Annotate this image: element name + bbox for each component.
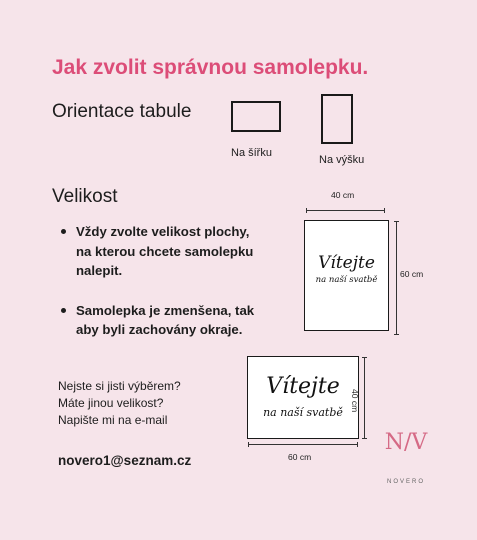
- dimension-tick: [362, 357, 367, 358]
- size-heading: Velikost: [52, 186, 118, 207]
- sign-subtitle: na naší svatbě: [263, 406, 343, 419]
- landscape-orientation-label: Na šířku: [231, 147, 272, 159]
- contact-email-link[interactable]: novero1@seznam.cz: [58, 453, 192, 468]
- portrait-width-dimension-line: [306, 210, 385, 211]
- dimension-tick: [394, 221, 399, 222]
- portrait-orientation-icon: [321, 94, 353, 144]
- landscape-width-dimension-line: [248, 444, 358, 445]
- dimension-tick: [384, 208, 385, 213]
- list-item: Samolepka je zmenšena, tak aby byli zachovány okraje.: [58, 301, 268, 340]
- landscape-height-label: 40 cm: [350, 389, 360, 413]
- dimension-tick: [306, 208, 307, 213]
- logo-name: NOVERO: [386, 479, 425, 485]
- size-tips-list: [58, 222, 268, 360]
- portrait-height-dimension-line: [396, 221, 397, 335]
- portrait-height-label: 60 cm: [400, 269, 424, 279]
- list-item: Vždy zvolte velikost plochy, na kterou chcete samolepku nalepit.: [58, 222, 268, 281]
- sign-greeting: Vítejte: [318, 253, 375, 273]
- page-title: Jak zvolit správnou samolepku.: [52, 56, 369, 79]
- sign-greeting: Vítejte: [266, 374, 340, 399]
- contact-text: [58, 378, 181, 429]
- logo-monogram: N/V: [384, 430, 428, 455]
- novero-logo: [383, 430, 429, 488]
- orientation-heading: Orientace tabule: [52, 101, 192, 122]
- contact-line: Nejste si jisti výběrem?: [58, 379, 181, 393]
- dimension-tick: [362, 438, 367, 439]
- dimension-tick: [394, 334, 399, 335]
- contact-line: Máte jinou velikost?: [58, 396, 164, 410]
- portrait-width-label: 40 cm: [331, 190, 355, 200]
- landscape-orientation-icon: [231, 101, 281, 132]
- landscape-sign-preview: [247, 356, 359, 439]
- sign-subtitle: na naší svatbě: [315, 275, 378, 285]
- portrait-sign-preview: [304, 220, 389, 331]
- portrait-orientation-label: Na výšku: [319, 154, 365, 166]
- landscape-height-dimension-line: [364, 357, 365, 439]
- dimension-tick: [357, 442, 358, 447]
- landscape-width-label: 60 cm: [288, 452, 312, 462]
- contact-line: Napište mi na e-mail: [58, 413, 168, 427]
- dimension-tick: [248, 442, 249, 447]
